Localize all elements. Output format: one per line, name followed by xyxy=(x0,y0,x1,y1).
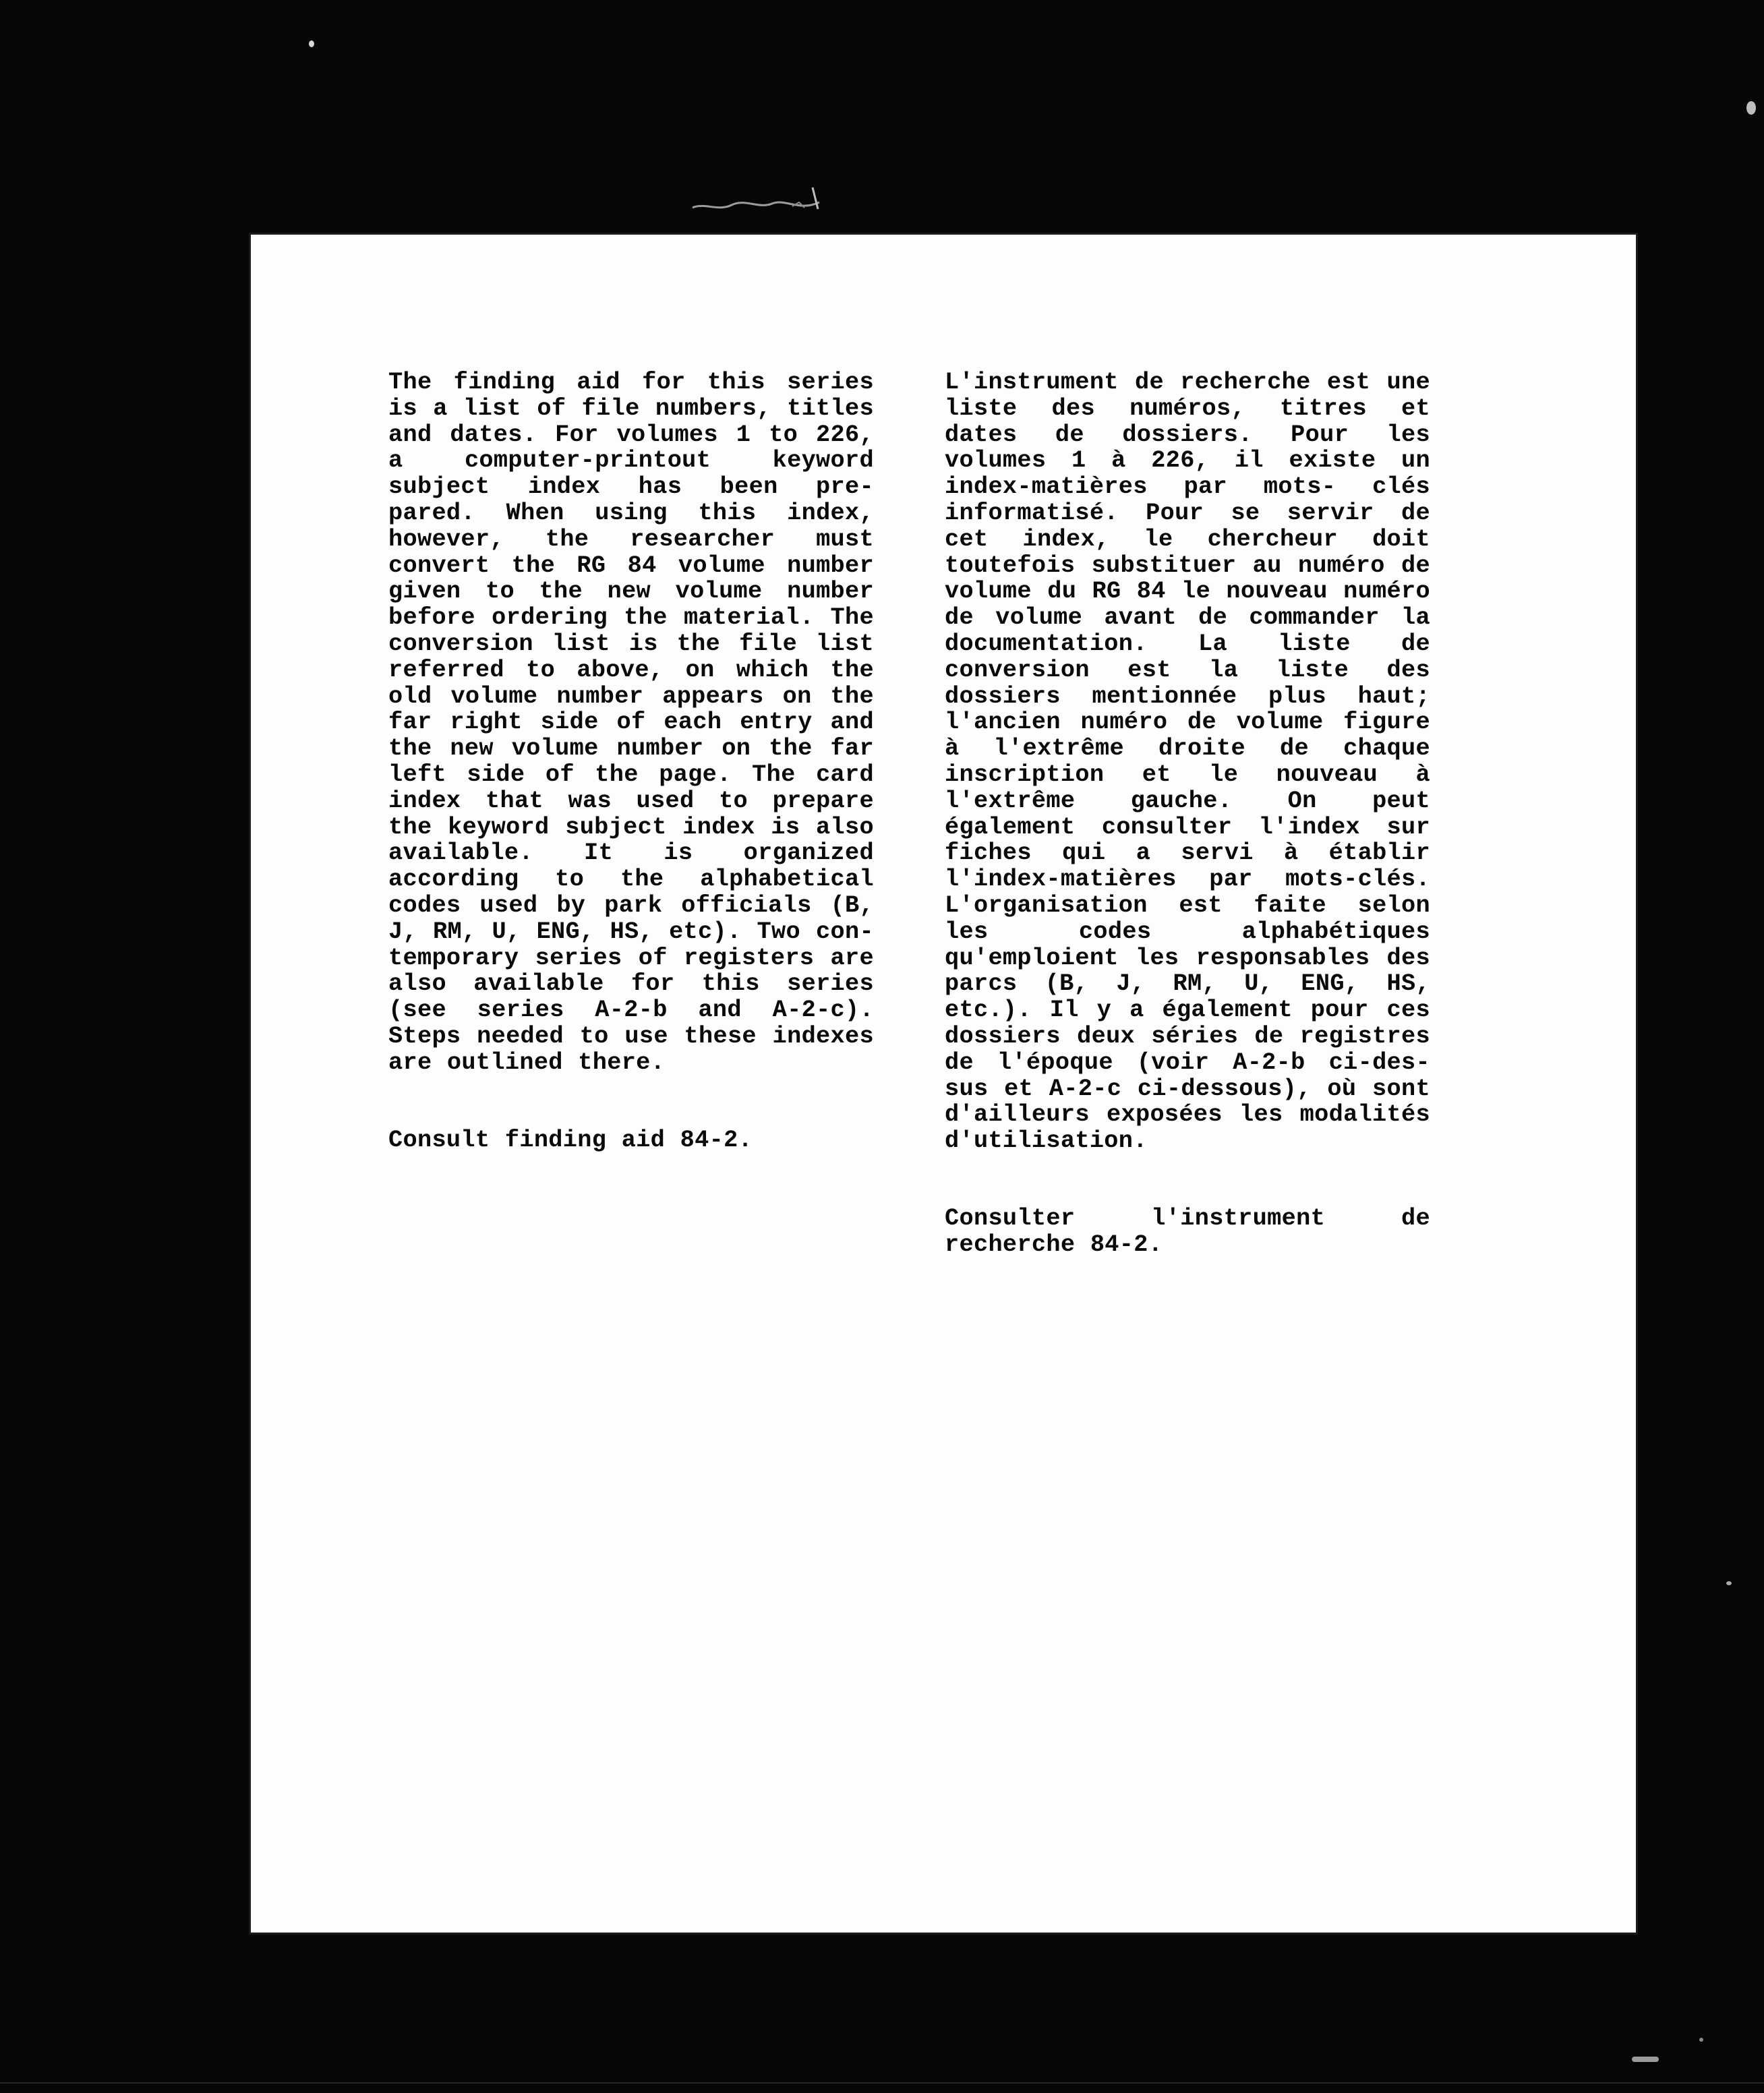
document-page xyxy=(251,235,1636,1933)
dust-speck xyxy=(1699,2038,1703,2042)
dust-speck xyxy=(309,40,314,47)
scan-bottom-line xyxy=(0,2082,1764,2084)
english-consult-line: Consult finding aid 84-2. xyxy=(388,1126,753,1154)
french-consult-line: Consulter l'instrument de recherche 84-2. xyxy=(945,1204,1430,1258)
scan-scribble-mark xyxy=(691,182,833,223)
french-body-paragraph: L'instrument de recherche est une liste des numéros, titres et dates de dossiers. Pour les volumes 1 à 226, il existe un index-matières par mots- clés informatisé. Pour se servir de cet index, le chercheur doit toutefois substituer au numéro de volume du RG 84 le nouveau numéro de volume avant de commander la documentation. La liste de conversion est la liste des dossiers mentionnée plus haut; l'ancien numéro de volume figure à l'extrême droite de chaque inscription et le nouveau à l'extrême gauche. On peut également consulter l'index sur fiches qui a servi à établir l'index-matières par mots-clés. L'organisation est faite selon les codes alphabétiques qu'emploient les responsables des parcs (B, J, RM, U, ENG, HS, etc.). Il y a également pour ces dossiers deux séries de registres de l'époque (voir A-2-b ci-des- sus et A-2-c ci-dessous), où sont d'ailleurs exposées les modalités d'utilisation. xyxy=(945,369,1430,1155)
english-body-paragraph: The finding aid for this series is a list of file numbers, titles and dates. For volumes 1 to 226, a computer-printout keyword subject index has been pre- pared. When using this index, however, the researcher must convert the RG 84 volume number given to the new volume number before ordering the material. The conversion list is the file list referred to above, on which the old volume number appears on the far right side of each entry and the new volume number on the far left side of the page. The card index that was used to prepare the keyword subject index is also available. It is organized according to the alphabetical codes used by park officials (B, J, RM, U, ENG, HS, etc). Two con- temporary series of registers are also available for this series (see series A-2-b and A-2-c). Steps needed to use these indexes are outlined there. xyxy=(388,369,874,1076)
dust-speck xyxy=(1746,101,1756,115)
dust-speck xyxy=(1632,2057,1659,2062)
english-column xyxy=(388,370,874,1153)
french-column xyxy=(945,370,1430,1258)
dust-speck xyxy=(1726,1581,1732,1585)
